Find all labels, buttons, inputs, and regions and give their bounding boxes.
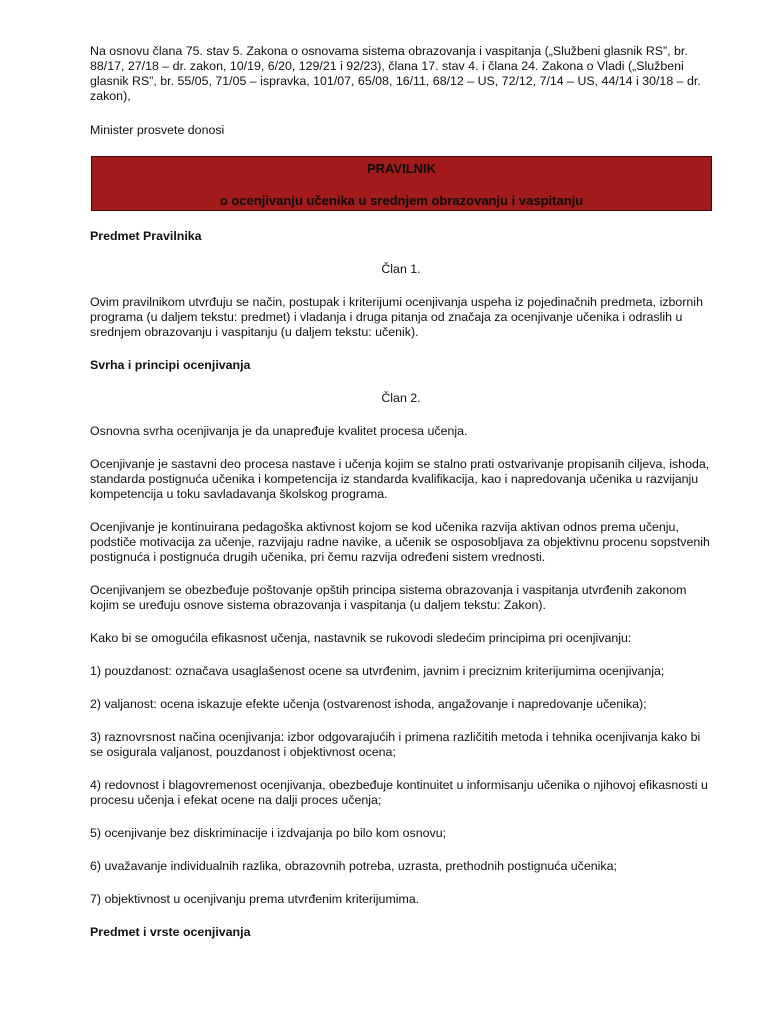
article-2-paragraph-2: Ocenjivanje je sastavni deo procesa nastave i učenja kojim se stalno prati ostvarivanje propisanih ciljeva, ishoda, standarda postignuća učenika i kompetencija iz standarda kvalifikacija, kao i napredovanja učenika u razvijanju kompetencija u toku savladavanja školskog programa. (90, 457, 710, 501)
intro-paragraph: Na osnovu člana 75. stav 5. Zakona o osnovama sistema obrazovanja i vaspitanja („Službeni glasnik RS”, br. 88/17, 27/18 – dr. zakon, 10/19, 6/20, 129/21 i 92/23), člana 17. stav 4. i člana 24. Zakona o Vladi („Službeni glasnik RS”, br. 55/05, 71/05 – ispravka, 101/07, 65/08, 16/11, 68/12 – US, 72/12, 7/14 – US, 44/14 i 30/18 – dr. zakon), (90, 44, 701, 103)
section-heading-3: Predmet i vrste ocenjivanja (90, 925, 251, 939)
document-subtitle: o ocenjivanju učenika u srednjem obrazovanju i vaspitanju (219, 193, 584, 208)
article-2-paragraph-5: Kako bi se omogućila efikasnost učenja, nastavnik se rukovodi sledećim principima pri ocenjivanju: (90, 631, 632, 645)
principle-item: 4) redovnost i blagovremenost ocenjivanja, obezbeđuje kontinuitet u informisanju učenika o njihovoj efikasnosti u procesu učenja i efekat ocene na dalji proces učenja; (90, 778, 708, 807)
article-number-1: Član 1. (381, 262, 421, 276)
principle-item: 1) pouzdanost: označava usaglašenost ocene sa utvrđenim, javnim i preciznim kriterijumima ocenjivanja; (90, 664, 665, 678)
principle-item: 2) valjanost: ocena iskazuje efekte učenja (ostvarenost ishoda, angažovanje i napredovanje učenika); (90, 697, 647, 711)
principle-item: 6) uvažavanje individualnih razlika, obrazovnih potreba, uzrasta, prethodnih postignuća učenika; (90, 859, 617, 873)
title-banner (91, 156, 712, 211)
article-2-paragraph-1: Osnovna svrha ocenjivanja je da unapređuje kvalitet procesa učenja. (90, 424, 468, 438)
article-2-paragraph-4: Ocenjivanjem se obezbeđuje poštovanje opštih principa sistema obrazovanja i vaspitanja utvrđenih zakonom kojim se uređuju osnove sistema obrazovanja i vaspitanja (u daljem tekstu: Zakon). (90, 583, 687, 612)
principle-item: 7) objektivnost u ocenjivanju prema utvrđenim kriterijumima. (90, 892, 420, 906)
principle-item: 3) raznovrsnost načina ocenjivanja: izbor odgovarajućih i primena različitih metoda i tehnika ocenjivanja kako bi se osigurala valjanost, pouzdanost i objektivnost ocena; (90, 730, 701, 759)
principle-item: 5) ocenjivanje bez diskriminacije i izdvajanja po bilo kom osnovu; (90, 826, 447, 840)
article-number-2: Član 2. (381, 391, 421, 405)
minister-line: Minister prosvete donosi (90, 123, 225, 137)
section-heading-2: Svrha i principi ocenjivanja (90, 358, 251, 372)
article-1-paragraph-1: Ovim pravilnikom utvrđuju se način, postupak i kriterijumi ocenjivanja uspeha iz pojedinačnih predmeta, izbornih programa (u daljem tekstu: predmet) i vladanja i druga pitanja od značaja za ocenjivanje učenika i odraslih u srednjem obrazovanju i vaspitanju (u daljem tekstu: učenik). (90, 295, 703, 339)
section-heading-1: Predmet Pravilnika (90, 229, 202, 243)
document-page (90, 44, 712, 958)
document-title: PRAVILNIK (366, 161, 437, 176)
article-2-paragraph-3: Ocenjivanje je kontinuirana pedagoška aktivnost kojom se kod učenika razvija aktivan odnos prema učenju, podstiče motivacija za učenje, razvijaju radne navike, a učenik se osposobljava za objektivnu procenu sopstvenih postignuća i postignuća drugih učenika, pri čemu razvija određeni sistem vrednosti. (90, 520, 710, 564)
